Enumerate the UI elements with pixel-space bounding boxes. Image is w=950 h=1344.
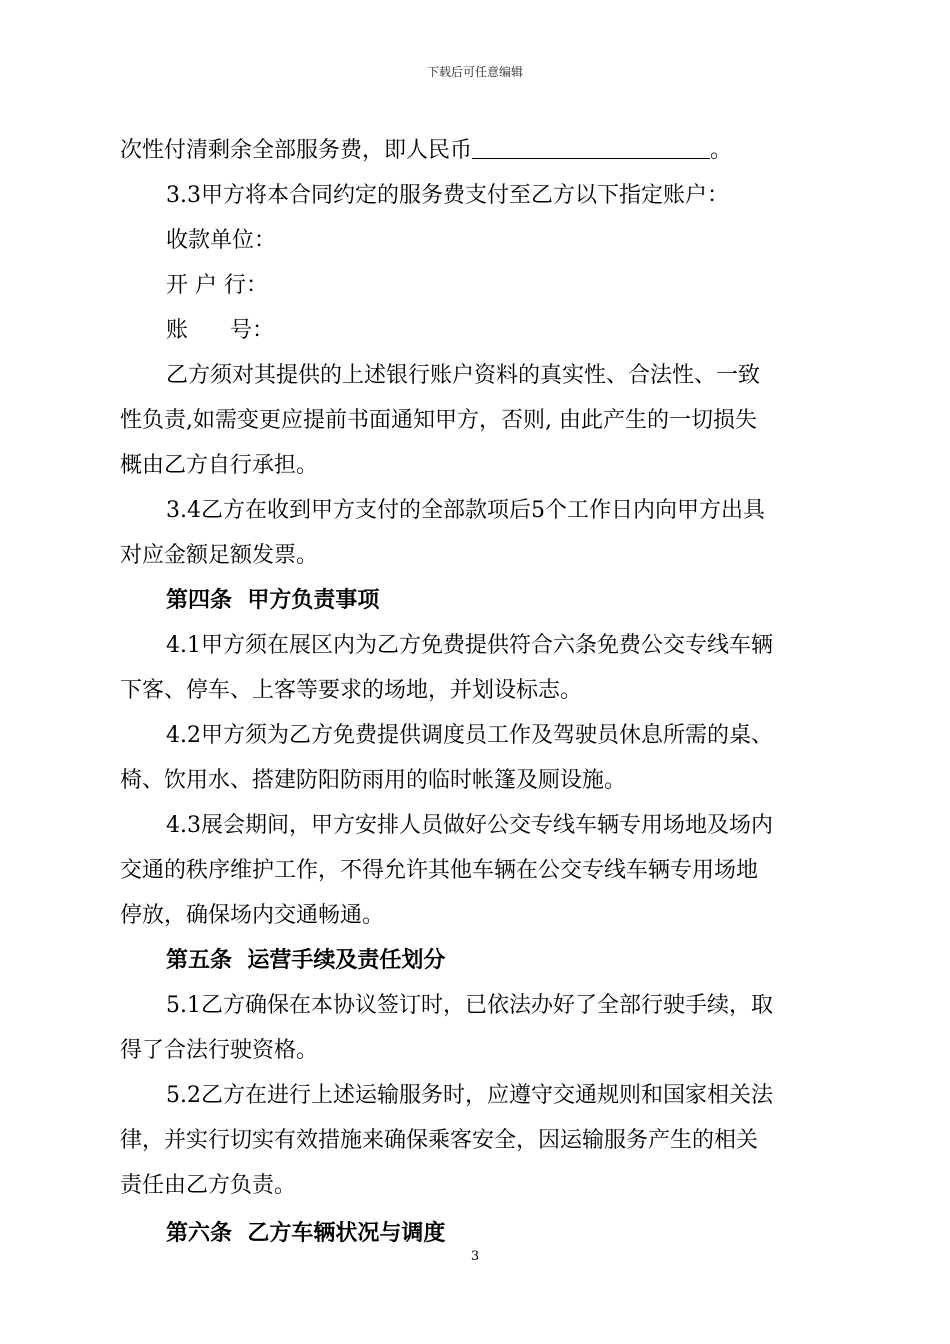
page-header: 下载后可任意编辑 [426, 65, 523, 79]
clause-4-2: 4.2甲方须为乙方免费提供调度员工作及驾驶员休息所需的桌、 [166, 723, 773, 748]
paragraph-line: 椅、饮用水、搭建防阳防雨用的临时帐篷及厕设施。 [120, 768, 627, 793]
paragraph-line: 责任由乙方负责。 [120, 1173, 297, 1198]
paragraph-line: 乙方须对其提供的上述银行账户资料的真实性、合法性、一致 [166, 363, 761, 388]
clause-3-3: 3.3甲方将本合同约定的服务费支付至乙方以下指定账户： [166, 183, 729, 208]
paragraph-line: 下客、停车、上客等要求的场地，并划设标志。 [120, 678, 583, 703]
paragraph-line: 概由乙方自行承担。 [120, 453, 319, 478]
page-number: 3 [470, 1249, 480, 1264]
clause-3-4: 3.4乙方在收到甲方支付的全部款项后5个工作日内向甲方出具 [166, 498, 765, 523]
paragraph-line: 得了合法行驶资格。 [120, 1038, 319, 1063]
section-heading-5: 第五条 运营手续及责任划分 [166, 948, 446, 973]
text-fragment: 次性付清剩余全部服务费，即人民币 [120, 138, 473, 163]
text-fragment: 。 [710, 138, 733, 163]
clause-5-2: 5.2乙方在进行上述运输服务时，应遵守交通规则和国家相关法 [166, 1083, 773, 1108]
account-label: 账 号： [166, 318, 274, 343]
paragraph-line: 停放，确保场内交通畅通。 [120, 903, 385, 928]
bank-label: 开 户 行： [166, 273, 268, 298]
paragraph-line: 律，并实行切实有效措施来确保乘客安全，因运输服务产生的相关 [120, 1128, 759, 1153]
paragraph-line: 交通的秩序维护工作，不得允许其他车辆在公交专线车辆专用场地 [120, 858, 759, 883]
amount-blank-underline [472, 132, 710, 159]
paragraph-line: 性负责,如需变更应提前书面通知甲方，否则, 由此产生的一切损失 [120, 408, 757, 433]
clause-4-3: 4.3展会期间，甲方安排人员做好公交专线车辆专用场地及场内 [166, 813, 773, 838]
payee-label: 收款单位： [166, 228, 277, 253]
section-heading-4: 第四条 甲方负责事项 [166, 588, 380, 613]
clause-4-1: 4.1甲方须在展区内为乙方免费提供符合六条免费公交专线车辆 [166, 633, 773, 658]
section-heading-6: 第六条 乙方车辆状况与调度 [166, 1221, 446, 1246]
document-body [120, 128, 832, 1256]
paragraph-line: 对应金额足额发票。 [120, 543, 319, 568]
clause-5-1: 5.1乙方确保在本协议签订时，已依法办好了全部行驶手续，取 [166, 993, 773, 1018]
text-line [120, 128, 832, 173]
